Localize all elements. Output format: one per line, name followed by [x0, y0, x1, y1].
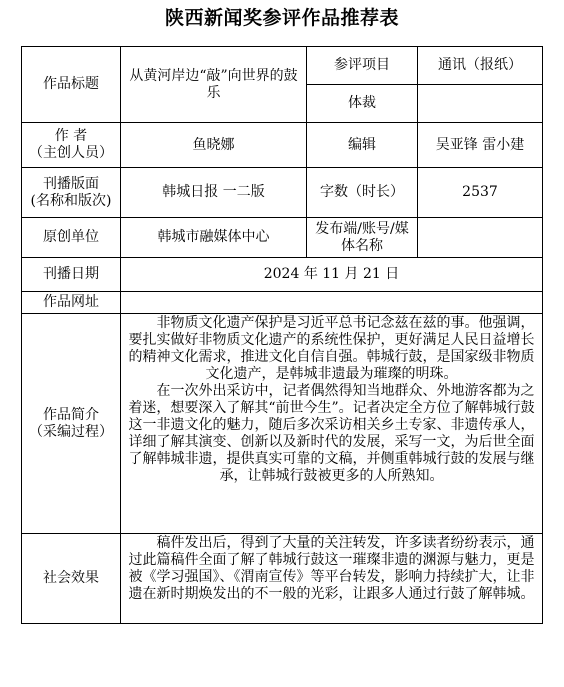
url-label: 作品网址: [22, 292, 121, 314]
origin-label: 原创单位: [22, 218, 121, 258]
summary-paragraph-2: 在一次外出采访中，记者偶然得知当地群众、外地游客都为之着迷，想要深入了解其“前世今生”。记者决定全方位了解韩城行鼓这一非遗文化的魅力，随后多次采访相关乡土专家、非遗传承人，详细了解其演变、创新以及新时代的发展，采写一文，为后世全面了解韩城非遗，提供真实可靠的文稿，并侧重韩城行鼓的发展与继承，让韩城行鼓被更多的人所熟知。: [128, 383, 535, 484]
category-value: 通讯（报纸）: [418, 47, 543, 85]
url-value: [121, 292, 543, 314]
category-label: 参评项目: [307, 47, 418, 85]
recommendation-form-table: [21, 46, 543, 624]
summary-paragraph-1: 非物质文化遗产保护是习近平总书记念兹在兹的事。他强调，要扎实做好非物质文化遗产的系统性保护，更好满足人民日益增长的精神文化需求，推进文化自信自强。韩城行鼓，是国家级非物质文化遗产，是韩城非遗最为璀璨的明珠。: [128, 315, 535, 382]
effect-paragraph-1: 稿件发出后，得到了大量的关注转发，许多读者纷纷表示，通过此篇稿件全面了解了韩城行鼓这一璀璨非遗的渊源与魅力，更是被《学习强国》、《渭南宣传》等平台转发，影响力持续扩大，让非遗在新时期焕发出的不一般的光彩，让跟多人通过行鼓了解韩城。: [128, 535, 535, 602]
wordcount-label: 字数（时长）: [307, 168, 418, 218]
outlet-label: 刊播版面 (名称和版次): [22, 168, 121, 218]
effect-text: [121, 534, 543, 624]
genre-value: [418, 85, 543, 123]
page-title: 陕西新闻奖参评作品推荐表: [164, 7, 399, 29]
editor-value: 吴亚锋 雷小建: [418, 123, 543, 168]
outlet-value: 韩城日报 一二版: [121, 168, 307, 218]
work-title-value: 从黄河岸边“敲”向世界的鼓乐: [121, 47, 307, 123]
platform-value: [418, 218, 543, 258]
work-title-label: 作品标题: [22, 47, 121, 123]
genre-label: 体裁: [307, 85, 418, 123]
summary-text: [121, 314, 543, 534]
author-value: 鱼晓娜: [121, 123, 307, 168]
date-label: 刊播日期: [22, 258, 121, 292]
author-label: 作 者 （主创人员）: [22, 123, 121, 168]
wordcount-value: 2537: [418, 168, 543, 218]
origin-value: 韩城市融媒体中心: [121, 218, 307, 258]
summary-label: 作品简介 （采编过程）: [22, 314, 121, 534]
editor-label: 编辑: [307, 123, 418, 168]
date-value: 2024 年 11 月 21 日: [121, 258, 543, 292]
effect-label: 社会效果: [22, 534, 121, 624]
platform-label: 发布端/账号/媒体名称: [307, 218, 418, 258]
